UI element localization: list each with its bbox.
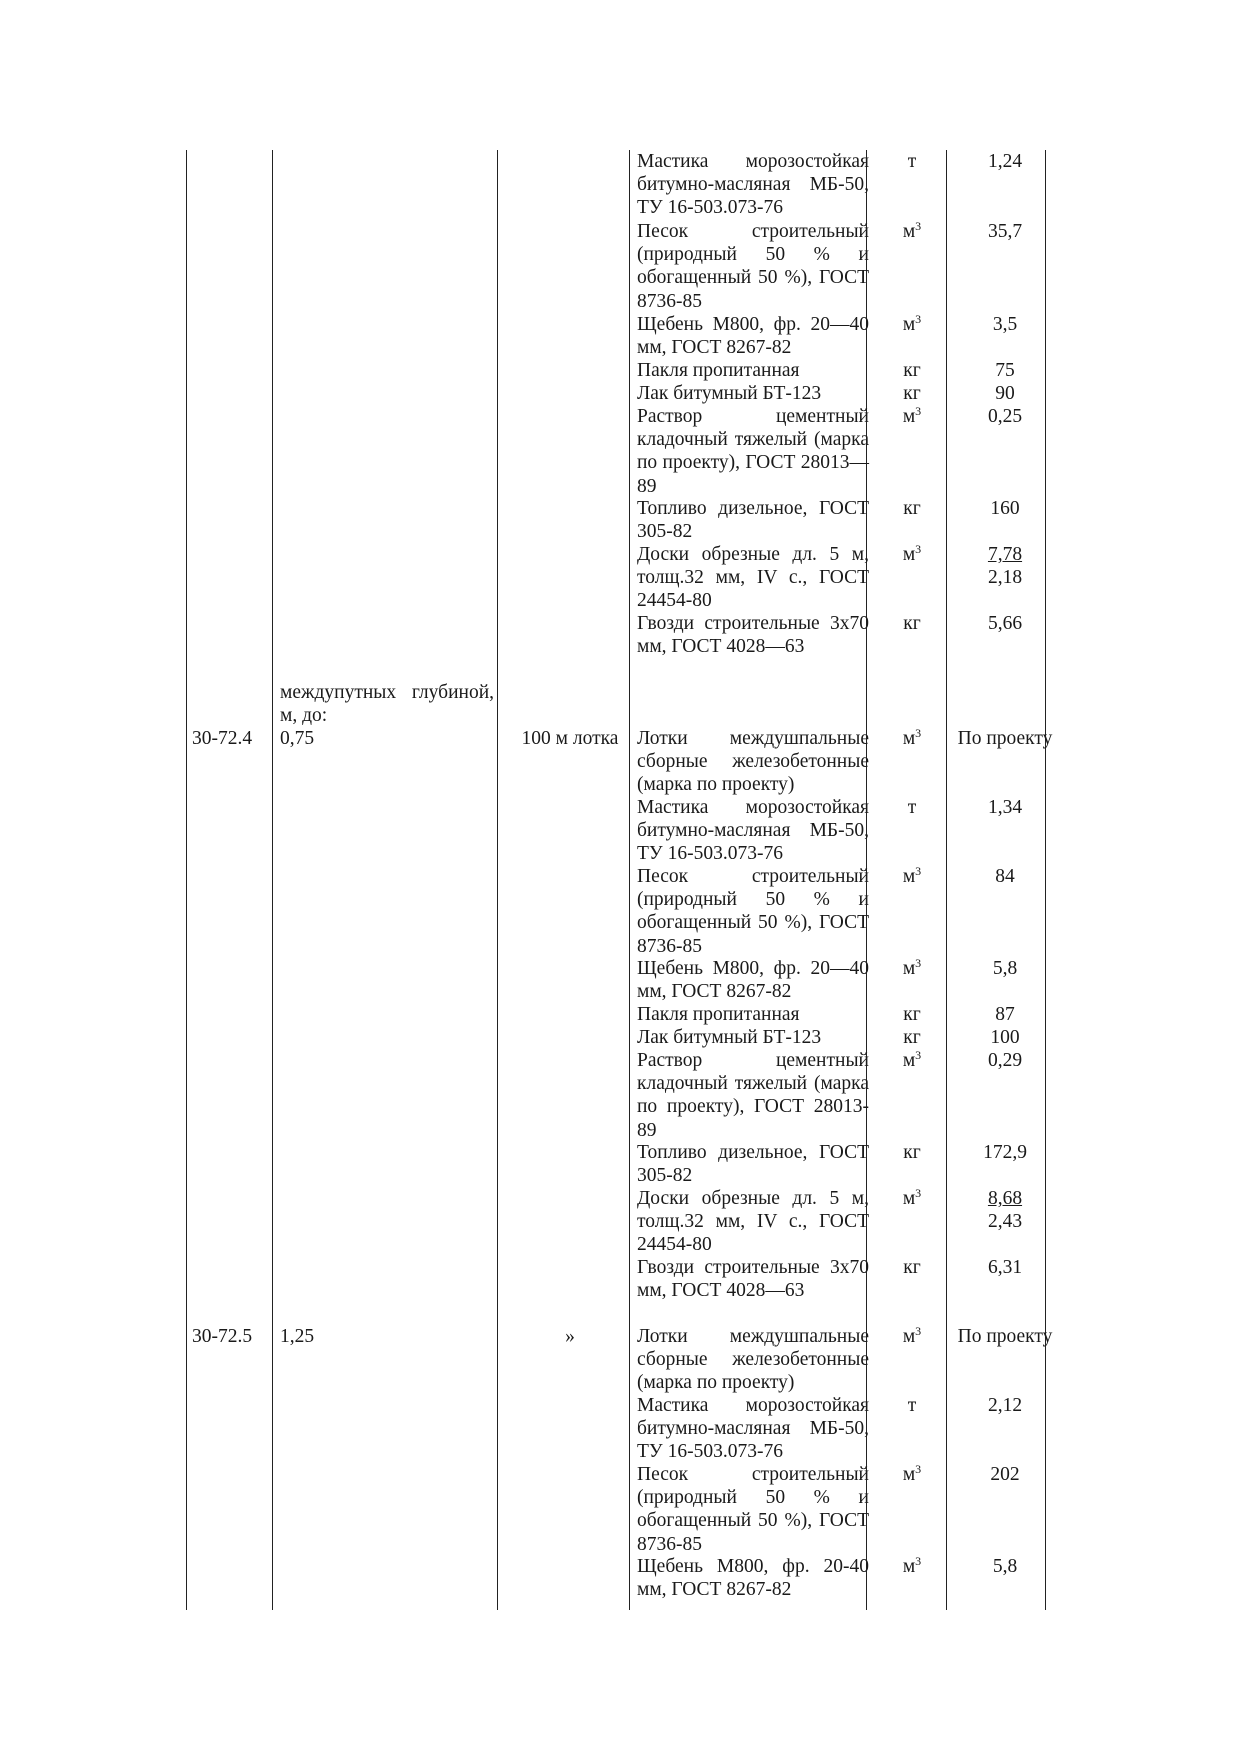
quantity-value: 84 [995,866,1015,887]
unit-exponent: 3 [915,726,922,740]
unit-symbol: м [902,1326,916,1347]
quantity-cell [955,1141,1055,1164]
material-name-cell: Лак битумный БТ-123 [637,383,822,404]
material-unit-cell [873,612,951,635]
quantity-cell [955,796,1055,819]
material-unit-cell [873,796,951,819]
unit-symbol: т [907,151,917,172]
quantity-value: 5,8 [992,958,1018,979]
quantity-value: 35,7 [987,221,1023,242]
unit-symbol: м [902,866,916,887]
material-unit-cell [873,543,951,566]
rate-code-cell: 30-72.4 [192,728,253,749]
quantity-cell [955,1463,1055,1486]
material-unit-cell [873,1325,951,1348]
material-name-cell: Пакля пропитанная [637,1004,800,1025]
unit-exponent: 3 [915,864,922,878]
unit-symbol: м [902,958,916,979]
unit-exponent: 3 [915,542,922,556]
unit-symbol: м [902,544,916,565]
quantity-value: 6,31 [987,1257,1023,1278]
material-name-cell: Щебень М800, фр. 20—40 мм, ГОСТ 8267-82 [637,314,869,359]
unit-symbol: м [902,728,916,749]
unit-exponent: 3 [915,1186,922,1200]
material-name-cell: Мастика морозостойкая битумно-масляная МБ-50, ТУ 16-503.073-76 [637,151,869,219]
quantity-cell [955,1555,1055,1578]
material-unit-cell [873,1049,951,1072]
material-name-cell: Раствор цементный кладочный тяжелый (марка по проекту), ГОСТ 28013—89 [637,406,869,497]
unit-symbol: м [902,406,916,427]
quantity-cell [955,865,1055,888]
unit-exponent: 3 [915,956,922,970]
unit-exponent: 3 [915,1554,922,1568]
material-name-cell: Песок строительный (природный 50 % и обогащенный 50 %), ГОСТ 8736-85 [637,866,869,957]
material-unit-cell [873,1141,951,1164]
unit-symbol: кг [903,1142,921,1163]
quantity-value: 87 [995,1004,1015,1025]
work-description-cell: междупутных глубиной, м, до: [280,682,494,727]
material-name-cell: Гвозди строительные 3х70 мм, ГОСТ 4028—63 [637,613,869,658]
quantity-value: 1,34 [987,797,1023,818]
material-name-cell: Лак битумный БТ-123 [637,1027,822,1048]
material-unit-cell [873,727,951,750]
rate-code-cell: 30-72.5 [192,1326,253,1347]
quantity-cell [955,150,1055,173]
material-name-cell: Мастика морозостойкая битумно-масляная МБ-50, ТУ 16-503.073-76 [637,797,869,865]
material-unit-cell [873,957,951,980]
material-unit-cell [873,1555,951,1578]
column-border [186,150,187,1610]
material-name-cell: Топливо дизельное, ГОСТ 305-82 [637,498,869,543]
quantity-value: 202 [990,1464,1020,1485]
material-name-cell: Лотки междушпальные сборные железобетонные (марка по проекту) [637,1326,869,1394]
quantity-value: 160 [990,498,1020,519]
material-name-cell: Щебень М800, фр. 20—40 мм, ГОСТ 8267-82 [637,958,869,1003]
unit-symbol: м [902,1556,916,1577]
unit-symbol: м [902,1464,916,1485]
material-unit-cell [873,382,951,405]
quantity-cell [955,1394,1055,1417]
work-description-cell: 1,25 [280,1326,315,1347]
unit-exponent: 3 [915,219,922,233]
quantity-value: 1,24 [987,151,1023,172]
material-unit-cell [873,497,951,520]
material-name-cell: Лотки междушпальные сборные железобетонные (марка по проекту) [637,728,869,796]
unit-symbol: т [907,1395,917,1416]
quantity-value: По проекту [957,728,1053,749]
material-unit-cell [873,1187,951,1210]
quantity-cell [955,313,1055,336]
quantity-value: 2,43 [987,1211,1023,1233]
quantity-cell [955,957,1055,980]
material-name-cell: Доски обрезные дл. 5 м, толщ.32 мм, IV с., ГОСТ 24454-80 [637,544,869,612]
material-unit-cell [873,1003,951,1026]
column-border [497,150,498,1610]
unit-exponent: 3 [915,1462,922,1476]
material-unit-cell [873,313,951,336]
material-name-cell: Гвозди строительные 3х70 мм, ГОСТ 4028—63 [637,1257,869,1302]
quantity-value: 5,66 [987,613,1023,634]
quantity-cell [955,1026,1055,1049]
material-name-cell: Щебень М800, фр. 20-40 мм, ГОСТ 8267-82 [637,1556,869,1601]
unit-symbol: кг [903,498,921,519]
quantity-value: 5,8 [992,1556,1018,1577]
column-border [272,150,273,1610]
material-unit-cell [873,150,951,173]
quantity-cell [955,220,1055,243]
quantity-value: 3,5 [992,314,1018,335]
quantity-cell [955,1049,1055,1072]
unit-symbol: м [902,314,916,335]
unit-exponent: 3 [915,312,922,326]
unit-exponent: 3 [915,1324,922,1338]
quantity-value: 100 [990,1027,1020,1048]
quantity-value: 2,18 [987,567,1023,589]
material-unit-cell [873,405,951,428]
material-name-cell: Раствор цементный кладочный тяжелый (марка по проекту), ГОСТ 28013-89 [637,1050,869,1141]
quantity-cell [955,497,1055,520]
quantity-cell [955,359,1055,382]
unit-symbol: кг [903,1027,921,1048]
material-unit-cell [873,220,951,243]
quantity-value: 2,12 [987,1395,1023,1416]
material-unit-cell [873,1394,951,1417]
quantity-value: 90 [995,383,1015,404]
unit-symbol: кг [903,1257,921,1278]
material-name-cell: Мастика морозостойкая битумно-масляная МБ-50, ТУ 16-503.073-76 [637,1395,869,1463]
unit-symbol: м [902,221,916,242]
quantity-value: 7,78 [987,544,1023,565]
quantity-cell [955,727,1055,750]
unit-symbol: кг [903,383,921,404]
material-unit-cell [873,1256,951,1279]
quantity-value: 75 [995,360,1015,381]
quantity-value: 0,25 [987,406,1023,427]
material-unit-cell [873,1026,951,1049]
unit-symbol: м [902,1188,916,1209]
material-name-cell: Доски обрезные дл. 5 м, толщ.32 мм, IV с., ГОСТ 24454-80 [637,1188,869,1256]
unit-symbol: м [902,1050,916,1071]
unit-symbol: т [907,797,917,818]
unit-exponent: 3 [915,404,922,418]
quantity-cell [955,1325,1055,1348]
unit-symbol: кг [903,1004,921,1025]
quantity-value: По проекту [957,1326,1053,1347]
material-unit-cell [873,359,951,382]
material-name-cell: Топливо дизельное, ГОСТ 305-82 [637,1142,869,1187]
material-name-cell: Пакля пропитанная [637,360,800,381]
quantity-cell [955,543,1055,589]
quantity-cell [955,612,1055,635]
material-unit-cell [873,865,951,888]
work-description-cell: 0,75 [280,728,315,749]
quantity-cell [955,1187,1055,1233]
quantity-value: 8,68 [987,1188,1023,1209]
quantity-cell [955,405,1055,428]
quantity-cell [955,1256,1055,1279]
quantity-cell [955,382,1055,405]
quantity-value: 0,29 [987,1050,1023,1071]
material-name-cell: Песок строительный (природный 50 % и обогащенный 50 %), ГОСТ 8736-85 [637,1464,869,1555]
material-unit-cell [873,1463,951,1486]
measure-unit-cell: 100 м лотка [521,728,619,749]
unit-symbol: кг [903,613,921,634]
unit-exponent: 3 [915,1048,922,1062]
material-name-cell: Песок строительный (природный 50 % и обогащенный 50 %), ГОСТ 8736-85 [637,221,869,312]
column-border [629,150,630,1610]
quantity-value: 172,9 [983,1142,1027,1163]
measure-unit-cell: » [565,1326,575,1347]
quantity-cell [955,1003,1055,1026]
unit-symbol: кг [903,360,921,381]
